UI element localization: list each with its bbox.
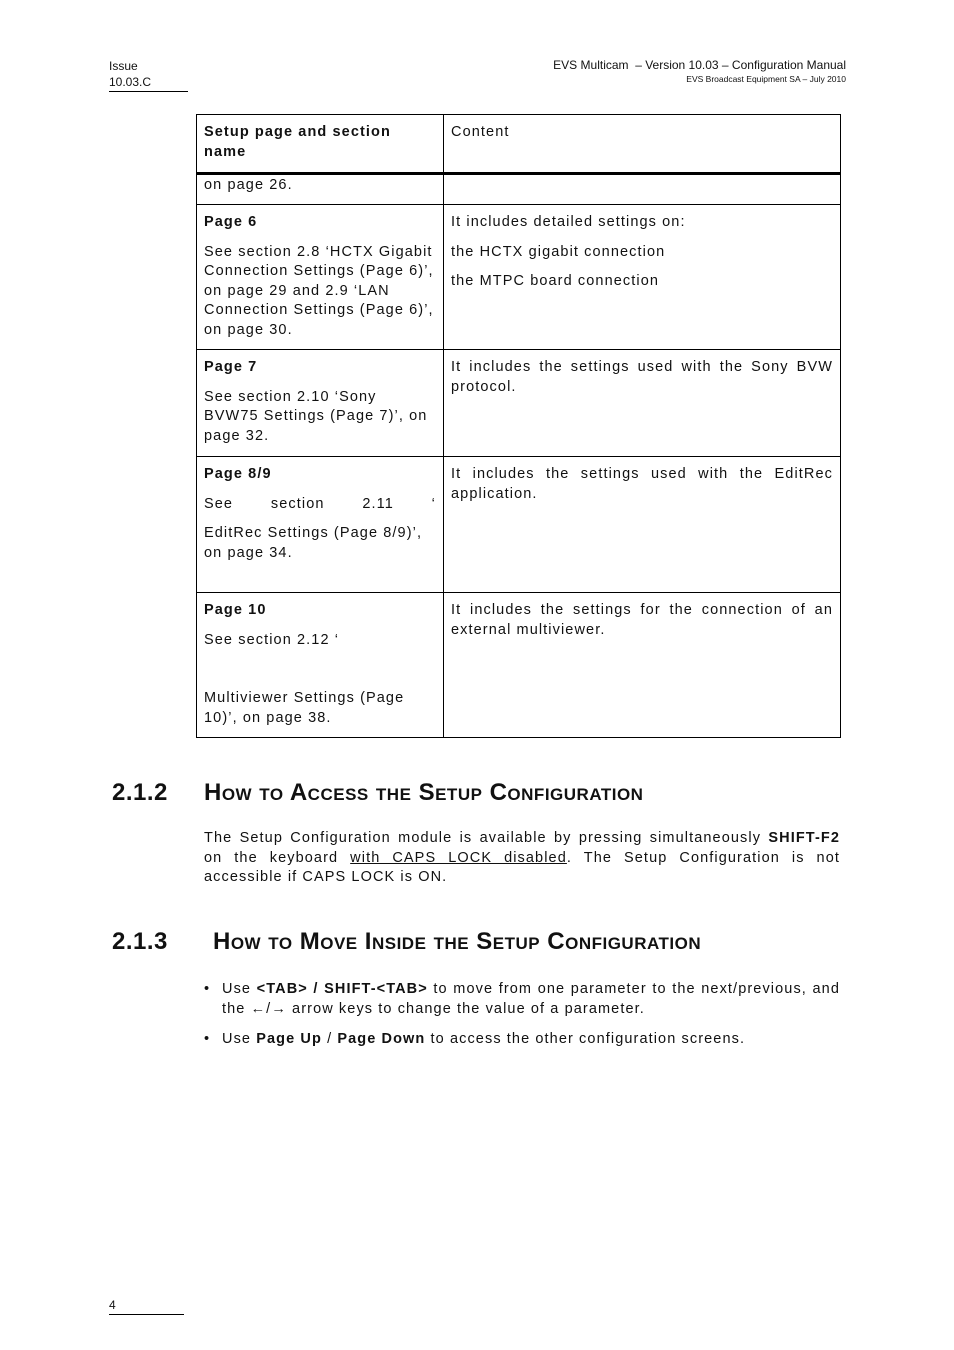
list-item [204, 1030, 840, 1050]
content-line: It includes the settings for the connection of an external multiviewer. [451, 602, 833, 638]
item-text: Use [222, 981, 257, 997]
item-text: / [321, 1031, 338, 1047]
shortcut-key: Page Up [256, 1031, 322, 1047]
section-reference: See section 2.10 ‘Sony BVW75 Settings (Page 7)’, on page 32. [204, 388, 428, 444]
content-line: It includes the settings used with the Sony BVW protocol. [451, 359, 833, 395]
shortcut-key: <TAB> / SHIFT-<TAB> [256, 981, 428, 997]
para-text: The Setup Configuration module is available by pressing simultaneously [204, 830, 769, 846]
column-header-section: Setup page and section name [197, 115, 444, 174]
section-paragraph [204, 829, 840, 888]
list-item [204, 980, 840, 1019]
underlined-note: with CAPS LOCK disabled [350, 849, 567, 866]
section-cell [197, 350, 444, 457]
item-text: to access the other configuration screens. [425, 1031, 746, 1047]
page-label: Page 7 [204, 359, 258, 375]
section-number: 2.1.3 [112, 928, 168, 955]
table-header-row [197, 115, 841, 174]
para-text: . The Setup Configuration is not accessible if CAPS LOCK is ON. [204, 849, 841, 885]
issue-label: Issue [109, 59, 138, 73]
section-reference-continued: EditRec Settings (Page 8/9)’, on page 34. [204, 525, 423, 561]
manual-subtitle: EVS Broadcast Equipment SA – July 2010 [686, 74, 846, 84]
section-number: 2.1.2 [112, 779, 168, 806]
page-label: Page 10 [204, 602, 267, 618]
content-cell [444, 350, 841, 457]
table-row [197, 350, 841, 457]
bullet-icon: • [204, 981, 211, 997]
header-issue [109, 58, 188, 92]
section-reference: See section 2.8 ‘HCTX Gigabit Connection Settings (Page 6)’, on page 29 and 2.9 ‘LAN Connection Settings (Page 6)’, on page 30. [204, 243, 434, 338]
table-row [197, 457, 841, 593]
table-row [197, 593, 841, 738]
section-cell [197, 457, 444, 593]
para-text: on the keyboard [204, 849, 351, 866]
content-cell [444, 457, 841, 593]
item-text: to move from one parameter to the next/previous, and the ←/→ arrow keys to change the value of a parameter. [222, 981, 841, 1017]
table-row [197, 174, 841, 205]
content-line: the HCTX gigabit connection [451, 243, 666, 260]
issue-number: 10.03.C [109, 75, 152, 89]
manual-title: EVS Multicam – Version 10.03 – Configuration Manual [553, 58, 846, 72]
content-cell [444, 205, 841, 350]
section-reference-continued: Multiviewer Settings (Page 10)’, on page 38. [204, 690, 405, 726]
content-line: the MTPC board connection [451, 273, 660, 289]
content-line: It includes the settings used with the EditRec application. [451, 466, 833, 502]
shortcut-key: SHIFT-F2 [768, 830, 840, 846]
page-label: Page 6 [204, 214, 258, 230]
shortcut-key: Page Down [337, 1031, 426, 1047]
setup-pages-table [196, 114, 841, 738]
page-number: 4 [109, 1297, 184, 1315]
section-title: How to Move Inside the Setup Configuration [213, 928, 702, 955]
section-cell [197, 205, 444, 350]
page-label: Page 8/9 [204, 466, 272, 482]
content-line: It includes detailed settings on: [451, 214, 686, 230]
content-cell [444, 593, 841, 738]
section-title: How to Access the Setup Configuration [204, 779, 644, 806]
item-text: Use [222, 1031, 257, 1047]
column-header-content: Content [444, 115, 841, 174]
empty-cell [444, 174, 841, 205]
header-title-block [553, 58, 846, 85]
section-reference: See section 2.11 ‘ [204, 495, 436, 512]
bullet-icon: • [204, 1031, 211, 1047]
section-cell [197, 593, 444, 738]
section-reference: See section 2.12 ‘ [204, 631, 340, 648]
table-row [197, 205, 841, 350]
continuation-cell: on page 26. [197, 174, 444, 205]
bullet-list [204, 980, 840, 1061]
